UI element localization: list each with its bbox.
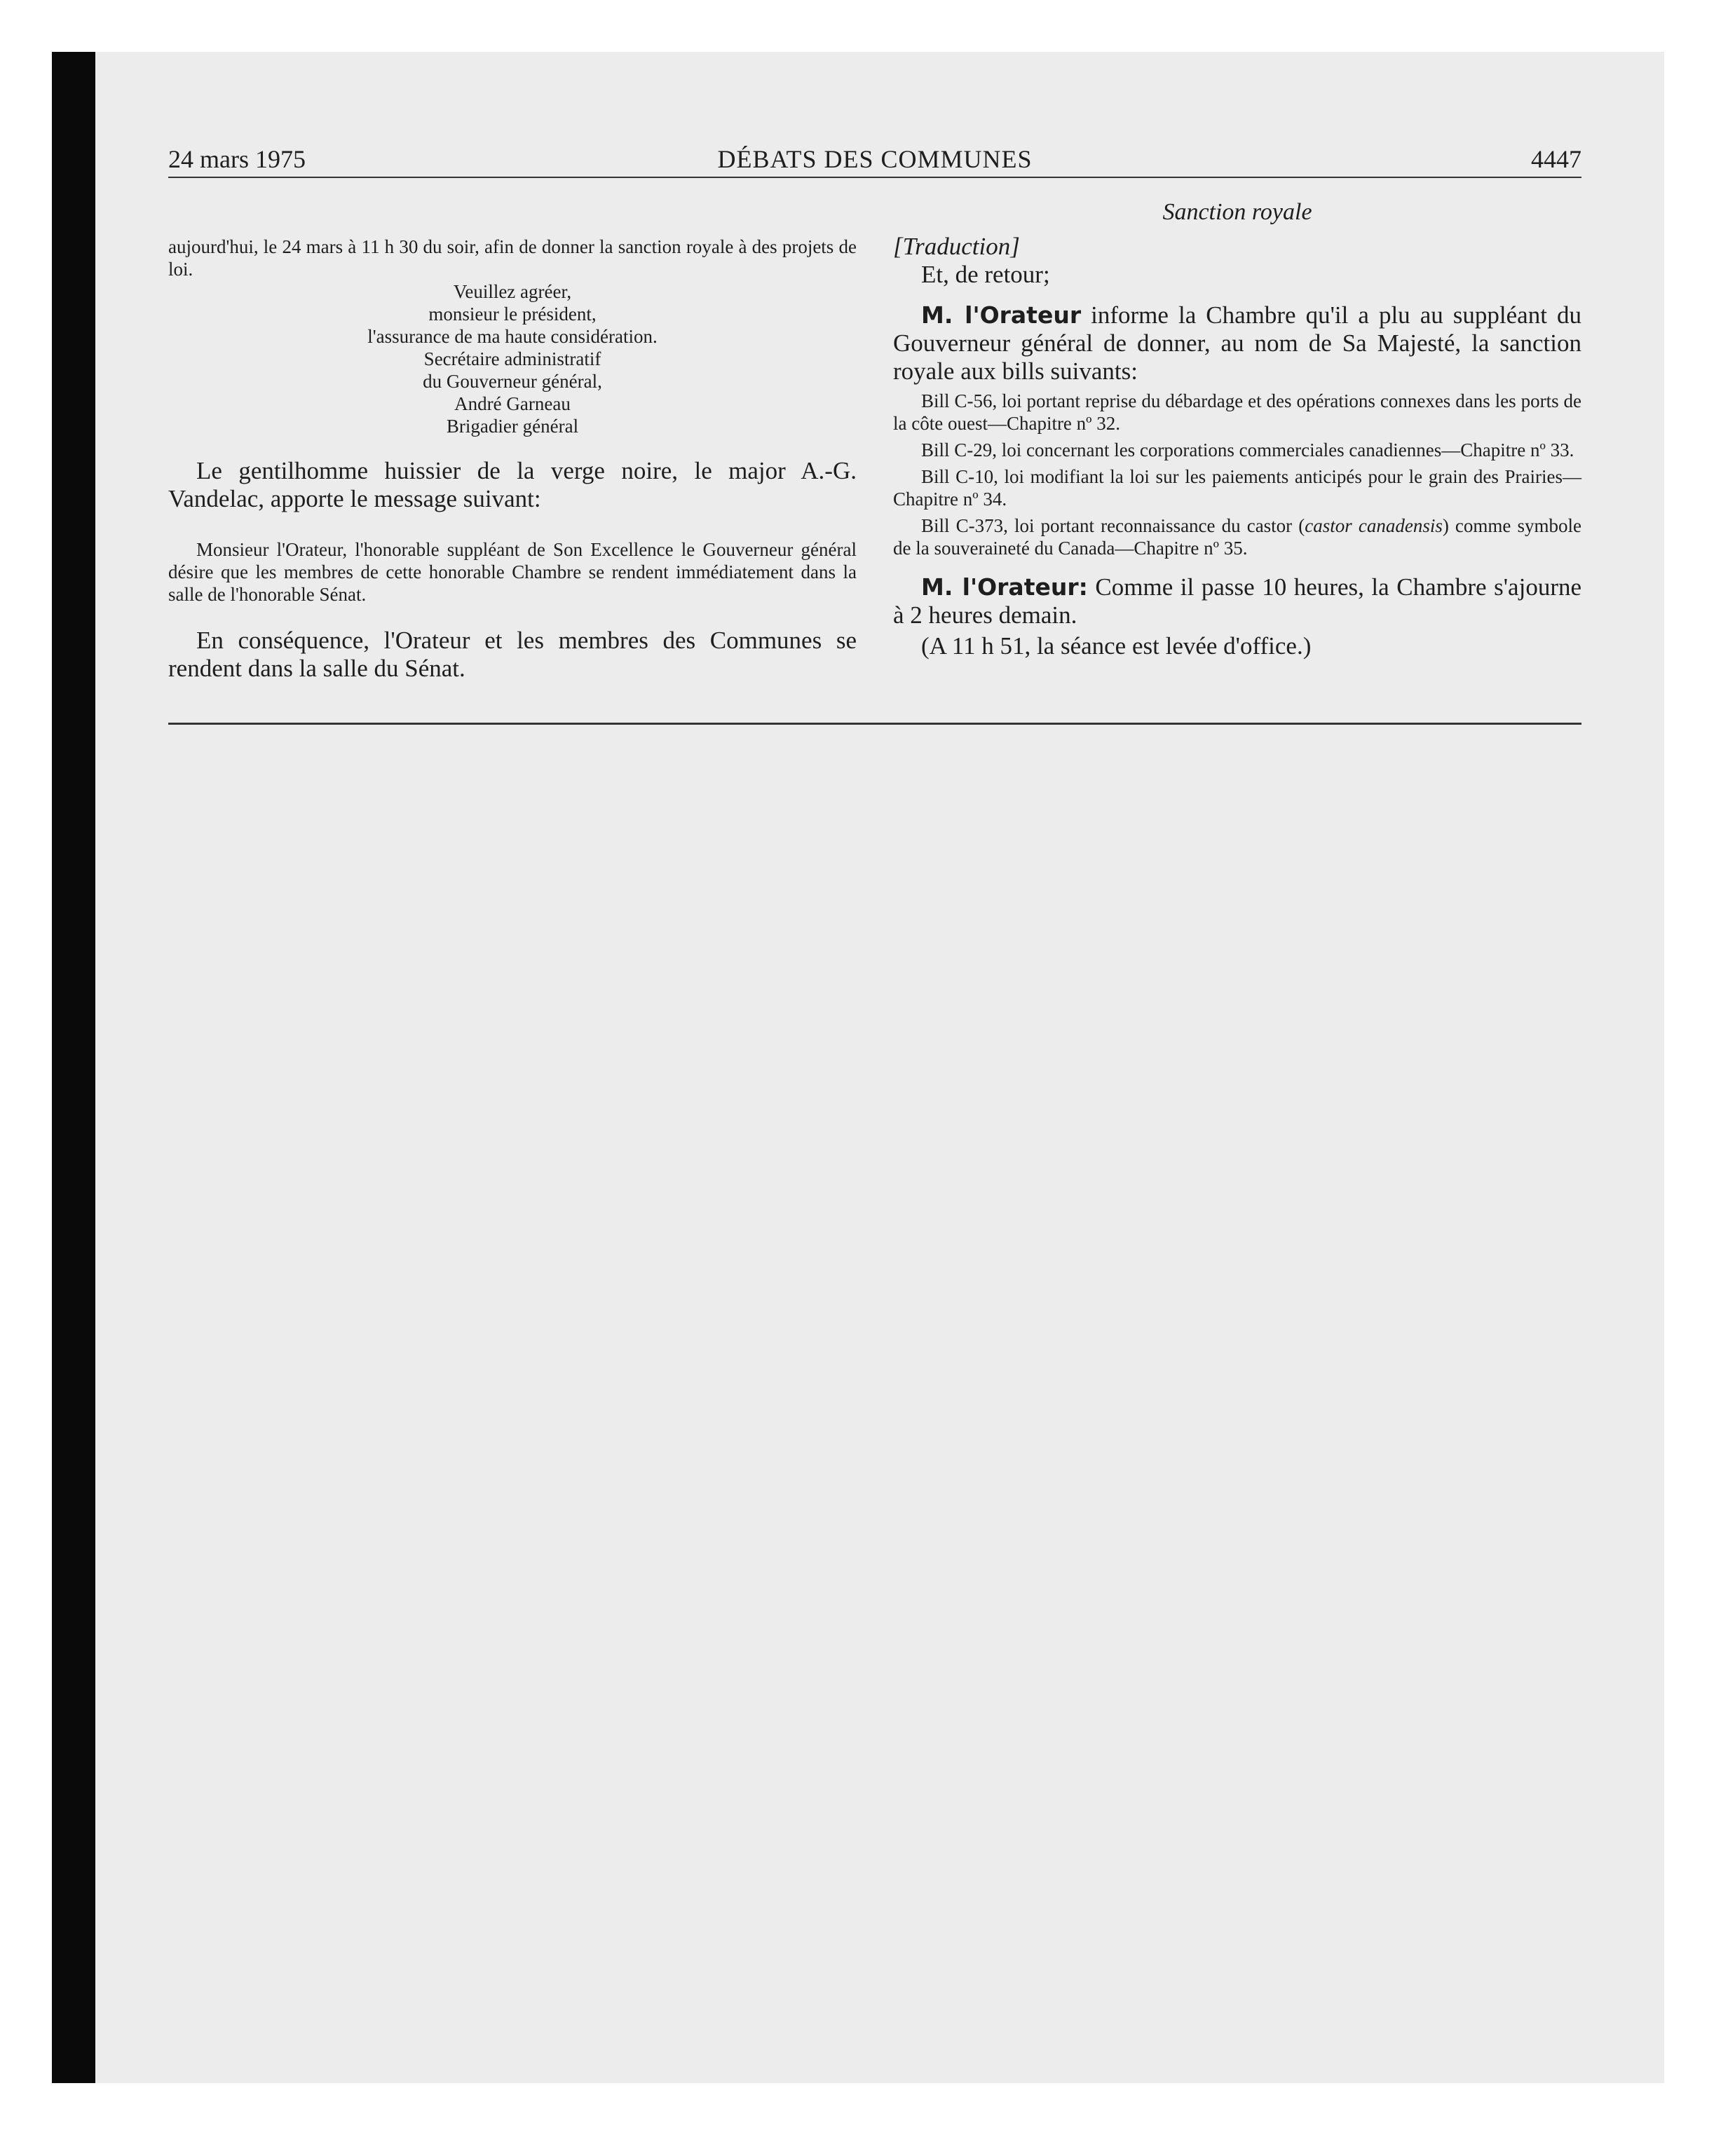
bill-item: Bill C-29, loi concernant les corporations commerciales canadiennes—Chapitre nº 33. [921,439,1574,460]
header-date: 24 mars 1975 [168,145,306,173]
speaker-name: M. l'Orateur: [921,573,1088,601]
speaker-name: M. l'Orateur [921,301,1082,329]
message-paragraph: Monsieur l'Orateur, l'honorable suppléant de Son Excellence le Gouverneur général désire que les membres de cette honorable Chambre se rendent immédiatement dans la salle de l'honorable Sénat. [168,539,857,605]
speaker-text: Comme il passe 10 heures, la Chambre s'ajourne à 2 heures demain. [893,573,1582,629]
header-rule [168,177,1581,178]
closing-line: Secrétaire administratif [423,348,601,369]
letter-end-paragraph: aujourd'hui, le 24 mars à 11 h 30 du soir, afin de donner la sanction royale à des projets de loi. [168,236,857,280]
header-title: DÉBATS DES COMMUNES [717,145,1033,173]
left-column [168,189,857,683]
speaker-paragraph [893,301,1581,386]
bottom-rule [168,723,1581,725]
closing-line: du Gouverneur général, [423,371,602,392]
speaker-paragraph [893,573,1581,629]
return-line: Et, de retour; [921,261,1050,288]
closing-line: Brigadier général [446,416,579,437]
bill-item: Bill C-10, loi modifiant la loi sur les paiements anticipés pour le grain des Prairies—Chapitre nº 34. [893,466,1581,510]
translation-label: [Traduction] [893,233,1020,260]
usher-paragraph: Le gentilhomme huissier de la verge noire, le major A.-G. Vandelac, apporte le message suivant: [168,457,857,512]
speaker-text: informe la Chambre qu'il a plu au suppléant du Gouverneur général de donner, au nom de Sa Majesté, la sanction royale aux bills suivants: [893,301,1581,385]
adjournment-note: (A 11 h 51, la séance est levée d'office.) [921,632,1312,660]
header-page-number: 4447 [1531,145,1581,173]
bill-item: Bill C-56, loi portant reprise du débardage et des opérations connexes dans les ports de la côte ouest—Chapitre nº 32. [893,390,1581,434]
closing-line: Veuillez agréer, [453,281,572,302]
consequence-paragraph: En conséquence, l'Orateur et les membres des Communes se rendent dans la salle du Sénat. [168,627,857,682]
letter-closing [168,280,857,437]
section-heading: Sanction royale [1162,199,1312,225]
species-name: castor canadensis [1305,515,1443,536]
closing-line: monsieur le président, [428,303,597,325]
bill-text: Bill C-373, loi portant reconnaissance du castor ( [921,515,1305,536]
closing-line: André Garneau [454,393,571,414]
closing-line: l'assurance de ma haute considération. [367,326,658,347]
page-header [168,143,1581,175]
bill-item [893,514,1581,559]
right-column [893,189,1581,660]
scan-binding-edge [52,52,95,2083]
bill-text: ) comme symbole de la souveraineté du Canada—Chapitre nº 35. [893,515,1581,559]
